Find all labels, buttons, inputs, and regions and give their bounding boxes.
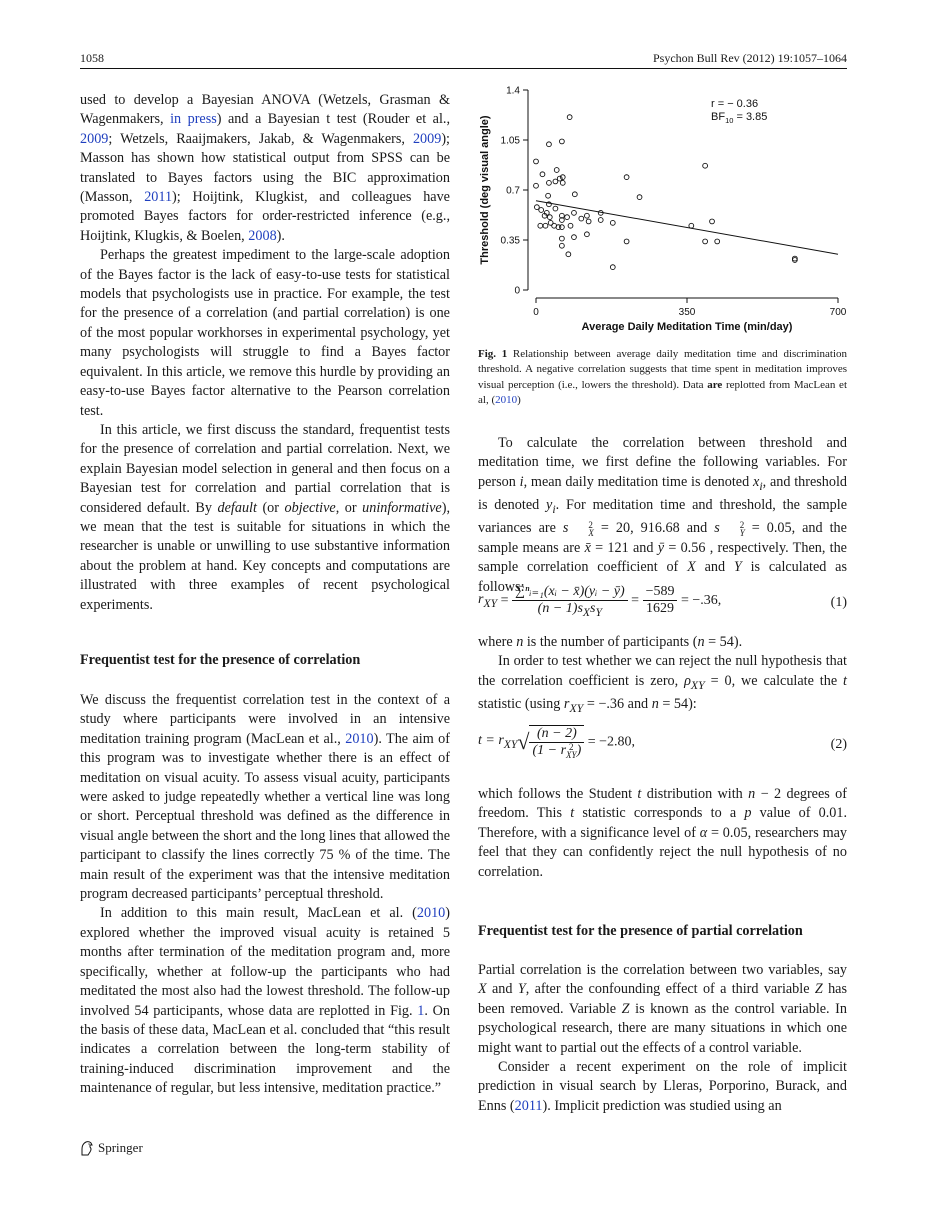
caption-label: Fig. 1 (478, 348, 508, 360)
text: We discuss the frequentist correlation test in the context of a study where participants were involved in an intensive meditation training program (MacLean et al., (80, 692, 450, 747)
data-point (567, 115, 572, 120)
figure-caption (478, 347, 847, 409)
data-point (547, 180, 552, 185)
annotation-bf: $BF_{10} = 3.85$ (711, 111, 768, 125)
equation-number: (2) (830, 737, 847, 752)
section-heading: Frequentist test for the presence of partial correlation (478, 923, 803, 939)
journal-citation: Psychon Bull Rev (2012) 19:1057–1064 (653, 51, 847, 65)
x-tick-label: 0 (533, 307, 539, 318)
paragraph (80, 691, 450, 904)
text: ); Masson has shown how statistical output from SPSS can be translated to Bayes factors using the BIC approximation (Masson, (80, 130, 450, 206)
text: used to develop a Bayesian ANOVA (Wetzels, Grasman & Wagenmakers, (80, 92, 450, 128)
data-point (703, 163, 708, 168)
header-rule (80, 68, 847, 69)
data-point (586, 219, 591, 224)
paragraph (80, 421, 450, 615)
data-point (534, 159, 539, 164)
text: ). (276, 227, 285, 244)
x-tick-label: 700 (829, 307, 847, 318)
text: Relationship between average daily meditation time and discrimination threshold. A negative correlation suggests that time spent in meditation improves visual perception (i.e., lowers the threshold). Data (478, 348, 848, 391)
data-point (624, 239, 629, 244)
right-column-bottom (478, 961, 847, 1116)
data-point (547, 142, 552, 147)
equation-body: $t = r_{XY}√$ (n − 2) (1 − r 2 XY ) = −2.80, (478, 726, 636, 760)
citation-link[interactable]: 2010 (345, 730, 374, 747)
data-point (553, 179, 558, 184)
citation-link[interactable]: 2010 (495, 394, 518, 407)
data-point (566, 252, 571, 257)
data-point (585, 232, 590, 237)
data-point (572, 192, 577, 197)
y-tick-label: 1.05 (500, 135, 520, 147)
data-point (554, 168, 559, 173)
publisher-name: Springer (98, 1140, 143, 1155)
text: , or (335, 499, 363, 516)
text: objective (284, 499, 336, 516)
data-point (572, 235, 577, 240)
text: ), we mean that the test is suitable for situations in which the researcher is unable or unwilling to use substantive information about the problem at hand. Key concepts and computations are illustrated with three examples of recent psychological experiments. (80, 499, 451, 613)
citation-link[interactable]: 2011 (144, 189, 173, 206)
right-column-upper (478, 434, 847, 597)
data-point (534, 205, 539, 210)
paragraph: Consider a recent experiment on the role of implicit prediction in visual search by Lleras, Porporino, Burack, and Enns (2011). Implicit prediction was studied using an (478, 1059, 847, 1114)
data-point (689, 223, 694, 228)
left-column (80, 91, 450, 615)
y-tick-label: 1.4 (506, 85, 520, 97)
data-point (547, 215, 552, 220)
data-point (534, 183, 539, 188)
paragraph: Partial correlation is the correlation between two variables, say X and Y, after the confounding effect of a third variable Z has been removed. Variable Z is known as the control variable. In psychological research, there are many situations in which one might want to partial out the effects of a control variable. (478, 962, 847, 1056)
footer-publisher (80, 1140, 143, 1156)
figure-link[interactable]: 1 (417, 1002, 425, 1019)
data-point (572, 210, 577, 215)
page-number: 1058 (80, 51, 104, 65)
annotation-r: r = − 0.36 (711, 98, 759, 110)
left-column-lower (80, 691, 450, 1099)
equation-body: $r_{XY}$ = $\frac{\text{∑ⁿᵢ₌₁(xᵢ − x̄)(yᵢ − ȳ)}}{(n - 1)s_Xs_Y}$ = $\frac{-589}{1629}$ = −.36, (478, 584, 722, 619)
y-tick-label: 0.7 (506, 185, 520, 197)
data-point (559, 139, 564, 144)
regression-line (536, 201, 838, 255)
data-point (559, 243, 564, 248)
data-point (559, 225, 564, 230)
text: ); Hoijtink, Klugkist, and colleagues have promoted Bayes factors for order-restricted inference (e.g., Hoijtink, Klugkis, & Boelen, (80, 189, 450, 244)
data-point (553, 206, 558, 211)
paragraph: where n is the number of participants (n = 54). (478, 634, 743, 650)
data-point (565, 215, 570, 220)
section-heading: Frequentist test for the presence of correlation (80, 652, 361, 668)
y-axis-label: Threshold (deg visual angle) (479, 115, 491, 265)
paragraph (80, 91, 450, 246)
text: ) and a Bayesian t test (Rouder et al., (216, 111, 450, 128)
paragraph: Perhaps the greatest impediment to the large-scale adoption of the Bayes factor is the lack of easy-to-use tests for statistical models that psychologists use in practice. For example, the test for the presence of a correlation (and partial correlation) is one of the most popular workhorses in experimental psychology, yet many psychologists will struggle to find a Bayes factor equivalent. In this article, we remove this hurdle by providing an easy-to-use Bayes factor alternative to the Pearson correlation test. (80, 247, 450, 419)
right-column-lower (478, 785, 847, 882)
data-point (610, 265, 615, 270)
text: ). The aim of this program was to investigate whether there is an effect of meditation on visual acuity. To assess visual acuity, participants were asked to judge repeatedly whether a vertical line was long or short. Perceptual threshold was defined as the difference in visual angle between the short and the long lines that allowed the participant to classify the lines correctly 75 % of the time. The main result of the experiment was that the intensive meditation program decreased participants’ perceptual threshold. (80, 730, 450, 903)
text: . On the basis of these data, MacLean et al. concluded that “this result indicates a correlation between the long-term stability of training-induced discrimination improvement and the maintenance of regular, but less intensive, meditation practice.” (80, 1002, 451, 1097)
text: ) explored whether the improved visual acuity is retained 5 months after termination of the meditation program and, more specifically, whether at follow-up the participants who had meditated the most also had the lowest threshold. The follow-up involved 54 participants, whose data are replotted in Fig. (80, 905, 450, 1019)
citation-link[interactable]: 2009 (412, 130, 442, 147)
equation-1 (478, 583, 847, 623)
data-point (560, 180, 565, 185)
x-tick-label: 350 (678, 307, 696, 318)
text: ) (517, 394, 521, 407)
paragraph: In order to test whether we can reject the null hypothesis that the correlation coefficient is zero, $\rho_{XY} = 0$, we calculate the t statistic (using $r_{XY} = -.36$ and n = 54): (478, 653, 847, 715)
citation-link[interactable]: in press (170, 111, 217, 128)
citation-link[interactable]: 2010 (416, 905, 446, 922)
data-point (538, 223, 543, 228)
y-tick-label: 0 (514, 285, 520, 297)
right-column-middle (478, 633, 847, 718)
text: are (707, 378, 723, 391)
text: In this article, we first discuss the standard, frequentist tests for the presence of correlation and partial correlation. Next, we explain Bayesian model selection in general and then focus on a Bayesian test for correlation and partial correlation that is considered default. By (80, 421, 450, 516)
data-point (546, 193, 551, 198)
text: default (217, 499, 257, 516)
data-point (568, 223, 573, 228)
scatter-chart (478, 82, 848, 340)
x-axis-label: Average Daily Meditation Time (min/day) (581, 321, 793, 333)
data-point (610, 220, 615, 225)
data-point (585, 213, 590, 218)
data-point (624, 175, 629, 180)
text: replotted from MacLean et al, ( (478, 378, 847, 407)
data-point (703, 239, 708, 244)
citation-link[interactable]: 2009 (80, 130, 109, 147)
data-point (715, 239, 720, 244)
text: (or (256, 499, 285, 516)
data-point (710, 219, 715, 224)
data-point (540, 172, 545, 177)
paragraph: To calculate the correlation between threshold and meditation time, we first define the following variables. For person i, mean daily meditation time is denoted $x_i$, and threshold is denoted $y_i$. For meditation time and threshold, the sample variances are s 2 X = 20, 916.68 and s 2 Y = 0.05, and the sample means are x̄ = 121 and ȳ = 0.56 , respectively. Then, the sample correlation coefficient of X and Y is calculated as follows: (478, 435, 848, 595)
text: In addition to this main result, MacLean et al. ( (100, 905, 417, 922)
text: ; Wetzels, Raaijmakers, Jakab, & Wagenmakers, (108, 130, 413, 147)
y-tick-label: 0.35 (500, 235, 520, 247)
equation-number: (1) (830, 595, 847, 610)
text: uninformative (362, 499, 442, 516)
data-point (579, 216, 584, 221)
paragraph (80, 904, 450, 1098)
citation-link[interactable]: 2011 (514, 1097, 543, 1114)
data-point (543, 223, 548, 228)
data-point (559, 236, 564, 241)
equation-2 (478, 725, 847, 765)
data-point (637, 195, 642, 200)
paragraph: which follows the Student t distribution with n − 2 degrees of freedom. This t statistic corresponds to a p value of 0.01. Therefore, with a significance level of α = 0.05, researchers may feel that they can confidently reject the null hypothesis of no correlation. (478, 786, 848, 880)
data-point (539, 208, 544, 213)
citation-link[interactable]: 2008 (248, 227, 277, 244)
springer-horse-icon (80, 1140, 94, 1156)
data-point (598, 218, 603, 223)
